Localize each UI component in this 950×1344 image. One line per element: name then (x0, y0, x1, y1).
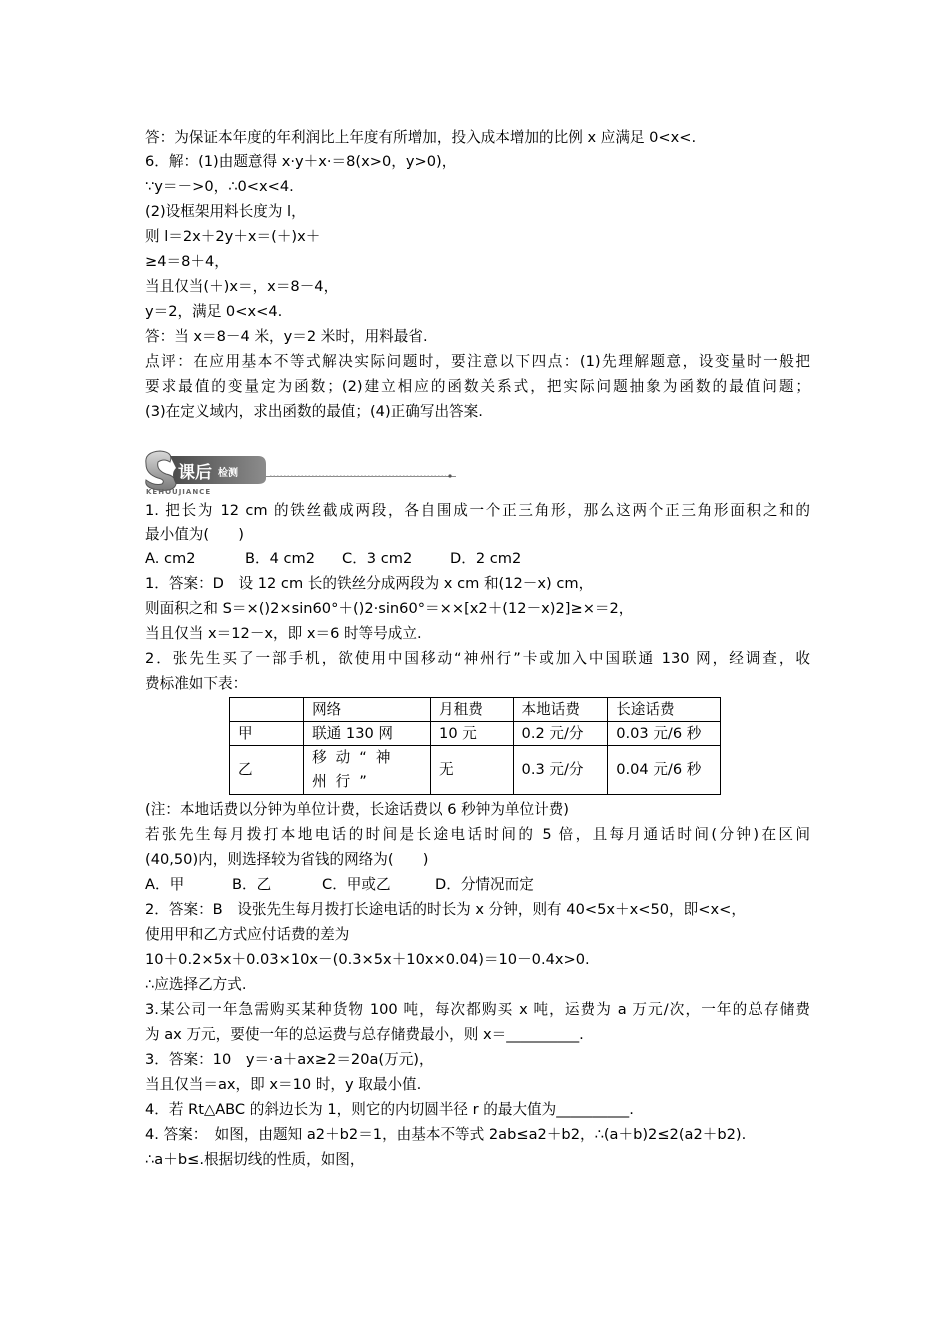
option-a: A. cm2 (145, 550, 196, 567)
answer-line: 答：为保证本年度的年利润比上年度有所增加，投入成本增加的比例 x 应满足 0<x<. (145, 129, 697, 146)
question-1-answer: 1．答案：D 设 12 cm 长的铁丝分成两段为 x cm 和(12－x) cm， (145, 575, 594, 592)
table-cell: 10 元 (431, 722, 514, 746)
question-3-stem: 为 ax 万元，要使一年的总运费与总存储费最小，则 x＝__________. (145, 1026, 584, 1043)
option-c: C．甲或乙 (322, 876, 391, 893)
table-row (230, 722, 721, 746)
table-header-cell: 月租费 (431, 698, 514, 722)
question-4-stem: 4．若 Rt△ABC 的斜边长为 1，则它的内切圆半径 r 的最大值为__________. (145, 1101, 634, 1118)
option-a: A．甲 (145, 876, 185, 893)
question-3-stem: 3.某公司一年急需购买某种货物 100 吨，每次都购买 x 吨，运费为 a 万元/次，一年的总存储费 (145, 1001, 810, 1018)
option-d: D．分情况而定 (435, 876, 534, 893)
table-cell-text: 移动“神州行” (312, 749, 400, 790)
option-b: B．乙 (232, 876, 272, 893)
table-header-cell: 网络 (304, 698, 431, 722)
table-header-cell: 长途话费 (608, 698, 721, 722)
section-title: 课后 (178, 463, 212, 483)
table-cell: 联通 130 网 (304, 722, 431, 746)
question-2-answer: 2．答案：B 设张先生每月拨打长途电话的时长为 x 分钟，则有 40<5x＋x<50，即<x<， (145, 901, 746, 918)
question-1-options (145, 547, 810, 571)
question-2-answer: 使用甲和乙方式应付话费的差为 (145, 926, 350, 943)
solution-line: y＝2，满足 0<x<4. (145, 303, 283, 320)
table-cell: 0.2 元/分 (513, 722, 608, 746)
solution-line: ∵y＝－>0，∴0<x<4. (145, 178, 294, 195)
table-cell: 0.3 元/分 (513, 746, 608, 795)
question-3-answer: 3．答案：10 y＝·a＋ax≥2＝20a(万元)， (145, 1051, 434, 1068)
question-1-stem: 最小值为( ) (145, 526, 244, 543)
comment-line: 点评：在应用基本不等式解决实际问题时，要注意以下四点：(1)先理解题意，设变量时一般把 (145, 353, 810, 370)
option-b: B．4 cm2 (245, 550, 316, 567)
section-pinyin: KEHOUJIANCE (146, 488, 212, 496)
question-2-answer: ∴应选择乙方式. (145, 976, 247, 993)
table-cell: 0.04 元/6 秒 (608, 746, 721, 795)
option-d: D．2 cm2 (450, 550, 522, 567)
table-cell: 乙 (230, 746, 304, 795)
solution-line: 当且仅当(＋)x＝，x＝8－4， (145, 278, 339, 295)
question-2-note: (注：本地话费以分钟为单位计费，长途话费以 6 秒钟为单位计费) (145, 801, 569, 818)
solution-line: 则 l＝2x＋2y＋x＝(＋)x＋ (145, 228, 321, 245)
answer-line: 答：当 x＝8－4 米，y＝2 米时，用料最省. (145, 328, 428, 345)
question-2-options (145, 873, 810, 897)
question-2-stem: 费标准如下表： (145, 675, 248, 692)
question-2-stem: (40,50)内，则选择较为省钱的网络为( ) (145, 851, 429, 868)
solution-line: ≥4＝8＋4， (145, 253, 229, 270)
question-2-stem: 2．张先生买了一部手机，欲使用中国移动“神州行”卡或加入中国联通 130 网，经调查，收 (145, 650, 810, 667)
table-cell: 甲 (230, 722, 304, 746)
fee-table (229, 697, 721, 795)
comment-line: 要求最值的变量定为函数；(2)建立相应的函数关系式，把实际问题抽象为函数的最值问题； (145, 378, 810, 395)
section-header-kehoujiance (140, 446, 460, 496)
table-cell: 0.03 元/6 秒 (608, 722, 721, 746)
table-header-cell (230, 698, 304, 722)
table-cell: 无 (431, 746, 514, 795)
question-4-answer: ∴a＋b≤.根据切线的性质，如图， (145, 1151, 365, 1168)
table-header-cell: 本地话费 (513, 698, 608, 722)
table-row (230, 746, 721, 795)
option-c: C．3 cm2 (342, 550, 413, 567)
question-1-answer: 当且仅当 x＝12－x，即 x＝6 时等号成立. (145, 625, 422, 642)
table-cell (304, 746, 431, 795)
question-3-answer: 当且仅当＝ax，即 x＝10 时，y 取最小值. (145, 1076, 422, 1093)
comment-line: (3)在定义域内，求出函数的最值；(4)正确写出答案. (145, 403, 483, 420)
section-title-small: 检测 (218, 468, 238, 479)
question-1-answer: 则面积之和 S＝×()2×sin60°＋()2·sin60°＝××[x2＋(12－x)2]≥×＝2， (145, 600, 634, 617)
question-1-stem: 1. 把长为 12 cm 的铁丝截成两段，各自围成一个正三角形，那么这两个正三角形面积之和的 (145, 502, 810, 519)
question-2-stem: 若张先生每月拨打本地电话的时间是长途电话时间的 5 倍，且每月通话时间(分钟)在区间 (145, 826, 810, 843)
question-2-answer: 10＋0.2×5x＋0.03×10x－(0.3×5x＋10x×0.04)＝10－0.4x>0. (145, 951, 590, 968)
table-header-row (230, 698, 721, 722)
solution-line: 6．解：(1)由题意得 x·y＋x·＝8(x>0，y>0)， (145, 153, 457, 170)
question-4-answer: 4. 答案： 如图，由题知 a2＋b2＝1，由基本不等式 2ab≤a2＋b2，∴(a＋b)2≤2(a2＋b2). (145, 1126, 747, 1143)
solution-line: (2)设框架用料长度为 l， (145, 203, 306, 220)
